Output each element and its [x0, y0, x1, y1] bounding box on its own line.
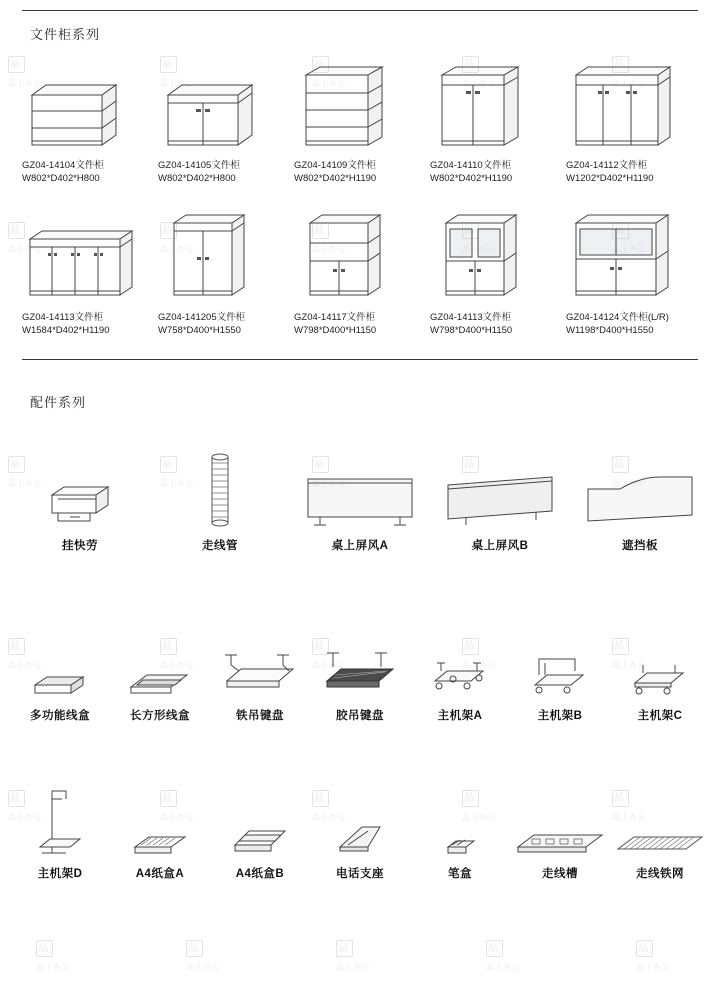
accessory-card[interactable] [610, 781, 710, 881]
accessory-card[interactable] [10, 781, 110, 881]
cabinet-open-2shelf-icon [22, 49, 154, 153]
product-size: W798*D400*H1150 [430, 325, 513, 336]
product-code: GZ04-14113文件柜 [430, 312, 512, 323]
watermark: 品 品上办公 [486, 940, 532, 962]
accessory-label: 桌上屏风A [331, 540, 389, 552]
product-code: GZ04-14112文件柜 [566, 160, 648, 171]
product-size: W1202*D402*H1190 [566, 173, 654, 184]
product-card[interactable] [428, 209, 564, 337]
product-size: W798*D400*H1150 [294, 325, 377, 336]
cabinet-2door-tall-icon [430, 49, 562, 153]
product-card[interactable] [564, 209, 700, 337]
accessory-card[interactable] [410, 611, 510, 723]
accessory-label: 铁吊键盘 [236, 710, 284, 722]
watermark: 品 品上办公 [462, 638, 508, 660]
product-size: W1198*D400*H1550 [566, 325, 654, 336]
phone-stand-icon [310, 781, 410, 865]
accessory-card[interactable] [310, 611, 410, 723]
pen-box-icon [410, 781, 510, 865]
product-card[interactable] [156, 49, 292, 185]
accessory-card[interactable] [10, 441, 150, 553]
product-code: GZ04-14124文件柜(L/R) [566, 312, 669, 323]
watermark: 品 品上办公 [612, 56, 658, 78]
rect-cable-box-icon [110, 611, 210, 707]
cabinet-2door-vtall-icon [158, 209, 290, 305]
watermark: 品 品上办公 [312, 790, 358, 812]
cpu-holder-d-icon [10, 781, 110, 865]
watermark: 品 品上办公 [462, 222, 508, 244]
accessory-card[interactable] [110, 781, 210, 881]
accessory-label: 桌上屏风B [471, 540, 529, 552]
cabinet-open-top-door-bottom-icon [294, 209, 426, 305]
cable-trough-icon [510, 781, 610, 865]
watermark: 品 品上办公 [636, 940, 682, 962]
accessory-row [10, 611, 710, 723]
product-code: GZ04-14117文件柜 [294, 312, 376, 323]
product-size: W758*D400*H1550 [158, 325, 241, 336]
accessory-label: 主机架B [537, 710, 583, 722]
product-code: GZ04-141205文件柜 [158, 312, 246, 323]
watermark: 品 品上办公 [160, 456, 206, 478]
watermark: 品 品上办公 [8, 790, 54, 812]
accessory-card[interactable] [570, 441, 710, 553]
watermark: 品 品上办公 [612, 638, 658, 660]
cabinet-section-title: 文件柜系列 [30, 27, 101, 42]
multi-cable-box-icon [10, 611, 110, 707]
cabinet-glass-slide-icon [566, 209, 698, 305]
watermark: 品 品上办公 [8, 638, 54, 660]
watermark: 品 品上办公 [8, 56, 54, 78]
accessory-label: A4纸盒A [135, 868, 185, 880]
watermark: 品 品上办公 [8, 222, 54, 244]
watermark: 品 品上办公 [160, 638, 206, 660]
accessory-card[interactable] [10, 611, 110, 723]
accessory-section [0, 378, 720, 881]
watermark: 品 品上办公 [312, 638, 358, 660]
accessory-row [10, 441, 710, 553]
accessory-card[interactable] [150, 441, 290, 553]
accessory-label: 走线铁网 [636, 868, 684, 880]
watermark: 品 品上办公 [336, 940, 382, 962]
accessory-card[interactable] [510, 781, 610, 881]
accessory-label: 电话支座 [336, 868, 384, 880]
product-card[interactable] [156, 209, 292, 337]
product-size: W802*D402*H800 [158, 173, 236, 184]
accessory-section-title: 配件系列 [30, 395, 87, 410]
cable-tube-icon [150, 441, 290, 537]
watermark: 品 品上办公 [612, 790, 658, 812]
product-card[interactable] [20, 49, 156, 185]
accessory-label: 主机架C [637, 710, 683, 722]
product-size: W802*D402*H800 [22, 173, 100, 184]
cabinet-4door-wide-icon [22, 209, 154, 305]
product-code: GZ04-14105文件柜 [158, 160, 240, 171]
accessory-row [10, 781, 710, 881]
steel-keyboard-tray-icon [210, 611, 310, 707]
accessory-card[interactable] [410, 781, 510, 881]
watermark: 品 品上办公 [160, 56, 206, 78]
product-size: W802*D402*H1190 [294, 173, 377, 184]
watermark: 品 品上办公 [462, 456, 508, 478]
accessory-label: 走线管 [202, 540, 238, 552]
accessory-label: 胶吊键盘 [336, 710, 384, 722]
cpu-holder-a-icon [410, 611, 510, 707]
product-code: GZ04-14104文件柜 [22, 160, 104, 171]
accessory-label: 遮挡板 [622, 540, 658, 552]
watermark: 品 品上办公 [160, 222, 206, 244]
watermark: 品 品上办公 [612, 222, 658, 244]
accessory-card[interactable] [610, 611, 710, 723]
watermark: 品 品上办公 [312, 456, 358, 478]
accessory-label: A4纸盒B [235, 868, 285, 880]
cabinet-row [20, 209, 700, 337]
product-card[interactable] [564, 49, 700, 185]
watermark: 品 品上办公 [186, 940, 232, 962]
product-code: GZ04-14110文件柜 [430, 160, 512, 171]
product-card[interactable] [428, 49, 564, 185]
product-code: GZ04-14113文件柜 [22, 312, 104, 323]
accessory-label: 挂快劳 [62, 540, 98, 552]
plastic-keyboard-tray-icon [310, 611, 410, 707]
section-divider [22, 359, 698, 360]
product-card[interactable] [292, 49, 428, 185]
accessory-card[interactable] [310, 781, 410, 881]
watermark: 品 品上办公 [36, 940, 82, 962]
hanging-file-tray-icon [10, 441, 150, 537]
cable-mesh-icon [610, 781, 710, 865]
accessory-card[interactable] [210, 781, 310, 881]
accessory-label: 走线槽 [542, 868, 578, 880]
watermark: 品 品上办公 [8, 456, 54, 478]
accessory-card[interactable] [210, 611, 310, 723]
cpu-holder-c-icon [610, 611, 710, 707]
cabinet-open-tall-icon [294, 49, 426, 153]
accessory-label: 主机架A [437, 710, 483, 722]
product-card[interactable] [20, 209, 156, 337]
cabinet-glass-top-icon [430, 209, 562, 305]
accessory-label: 主机架D [37, 868, 83, 880]
watermark: 品 品上办公 [462, 790, 508, 812]
top-divider [22, 10, 698, 11]
accessory-card[interactable] [290, 441, 430, 553]
cabinet-3door-tall-icon [566, 49, 698, 153]
accessory-card[interactable] [430, 441, 570, 553]
accessory-card[interactable] [510, 611, 610, 723]
desk-screen-a-icon [290, 441, 430, 537]
cpu-holder-b-icon [510, 611, 610, 707]
cabinet-2door-low-icon [158, 49, 290, 153]
watermark: 品 品上办公 [612, 456, 658, 478]
accessory-label: 长方形线盒 [130, 710, 190, 722]
product-size: W1584*D402*H1190 [22, 325, 110, 336]
watermark: 品 品上办公 [312, 222, 358, 244]
modesty-panel-icon [570, 441, 710, 537]
watermark: 品 品上办公 [312, 56, 358, 78]
accessory-label: 笔盒 [448, 868, 472, 880]
product-card[interactable] [292, 209, 428, 337]
a4-paper-box-a-icon [110, 781, 210, 865]
desk-screen-b-icon [430, 441, 570, 537]
cabinet-section [0, 24, 720, 360]
cabinet-row [20, 49, 700, 185]
accessory-label: 多功能线盒 [30, 710, 90, 722]
a4-paper-box-b-icon [210, 781, 310, 865]
accessory-card[interactable] [110, 611, 210, 723]
watermark: 品 品上办公 [462, 56, 508, 78]
watermark: 品 品上办公 [160, 790, 206, 812]
product-size: W802*D402*H1190 [430, 173, 513, 184]
product-code: GZ04-14109文件柜 [294, 160, 376, 171]
